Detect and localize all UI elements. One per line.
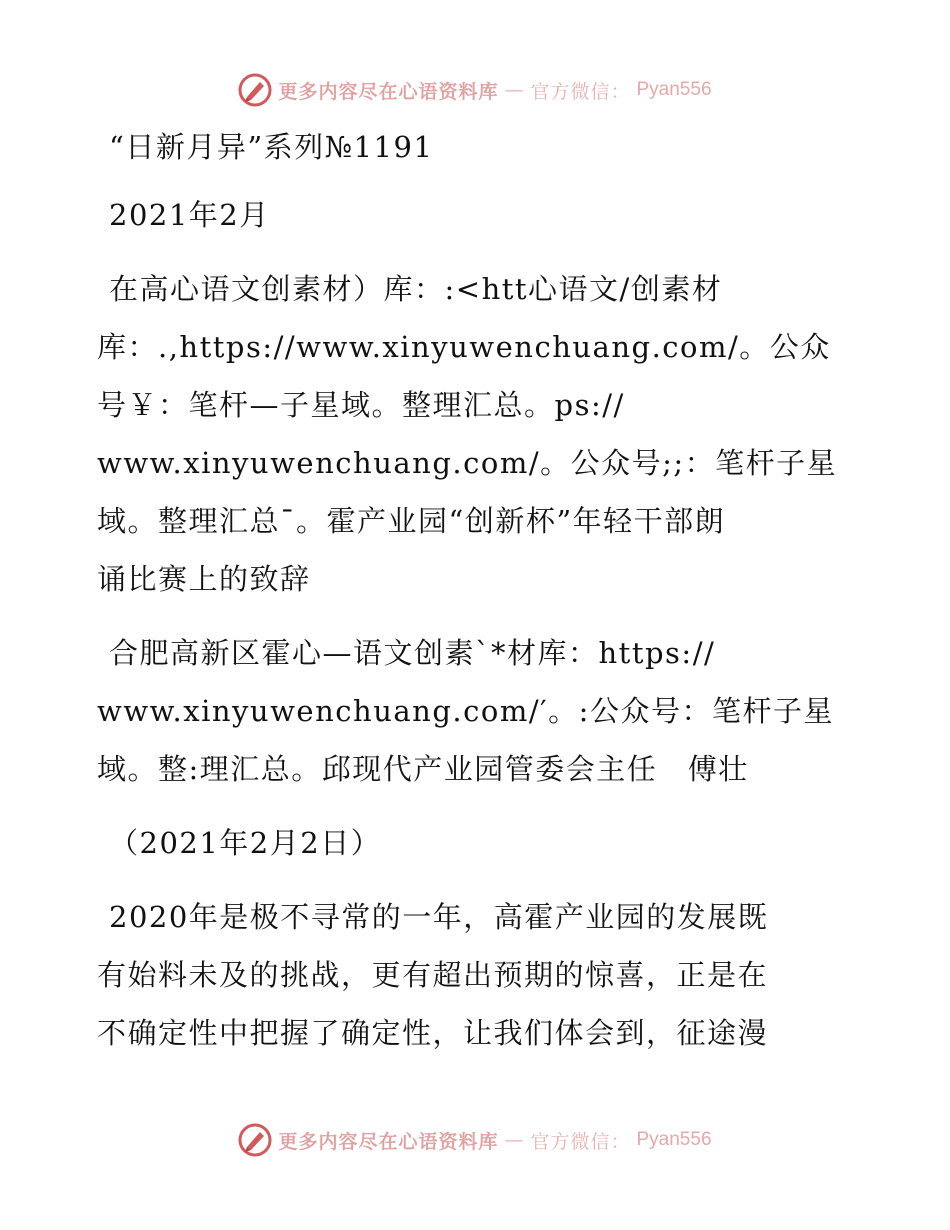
document-date: 2021年2月 <box>109 198 270 232</box>
watermark-id-text: Pyan556 <box>636 79 712 100</box>
watermark-main-text: 更多内容尽在心语资料库 <box>278 80 499 103</box>
watermark-id-text: Pyan556 <box>636 1129 712 1150</box>
series-title: “日新月异”系列№1191 <box>109 130 434 164</box>
paragraph-line: www.xinyuwenchuang.com/。公众号;;：笔杆子星 <box>97 446 838 480</box>
paragraph-line: 合肥高新区霍心—语文创素`*材库：https:// <box>109 636 716 670</box>
paragraph-line: 在高心语文创素材）库：:<htt心语文/创素材 <box>109 272 723 306</box>
watermark-sub-text: 官方微信： <box>530 1130 631 1153</box>
paragraph-line: 域。整:理汇总。邱现代产业园管委会主任 傅壮 <box>97 752 749 786</box>
watermark-main-text: 更多内容尽在心语资料库 <box>278 1130 499 1153</box>
document-body <box>97 118 857 1062</box>
paragraph-1 <box>97 260 857 608</box>
paragraph-line: 有始料未及的挑战，更有超出预期的惊喜，正是在 <box>97 958 769 992</box>
watermark-separator: — <box>504 79 525 101</box>
paragraph-line: 域。整理汇总¯。霍产业园“创新杯”年轻干部朗 <box>97 504 726 538</box>
paragraph-line: 2020年是极不寻常的一年，高霍产业园的发展既 <box>109 900 769 934</box>
paragraph-3 <box>97 888 857 1062</box>
pen-logo-icon <box>238 1123 272 1157</box>
watermark-sub-text: 官方微信： <box>530 80 631 103</box>
paragraph-line: www.xinyuwenchuang.com/′。:公众号：笔杆子星 <box>97 694 834 728</box>
paragraph-line: 库：.,https://www.xinyuwenchuang.com/。公众 <box>97 330 831 364</box>
speech-date: （2021年2月2日） <box>109 826 382 860</box>
paragraph-line: 不确定性中把握了确定性，让我们体会到，征途漫 <box>97 1016 769 1050</box>
watermark-separator: — <box>504 1129 525 1151</box>
pen-logo-icon <box>238 73 272 107</box>
paragraph-line: 号￥：笔杆—子星域。整理汇总。ps:// <box>97 388 625 422</box>
header-watermark <box>0 70 950 110</box>
paragraph-2 <box>97 624 857 798</box>
paragraph-line: 诵比赛上的致辞 <box>97 562 311 596</box>
footer-watermark <box>0 1120 950 1160</box>
